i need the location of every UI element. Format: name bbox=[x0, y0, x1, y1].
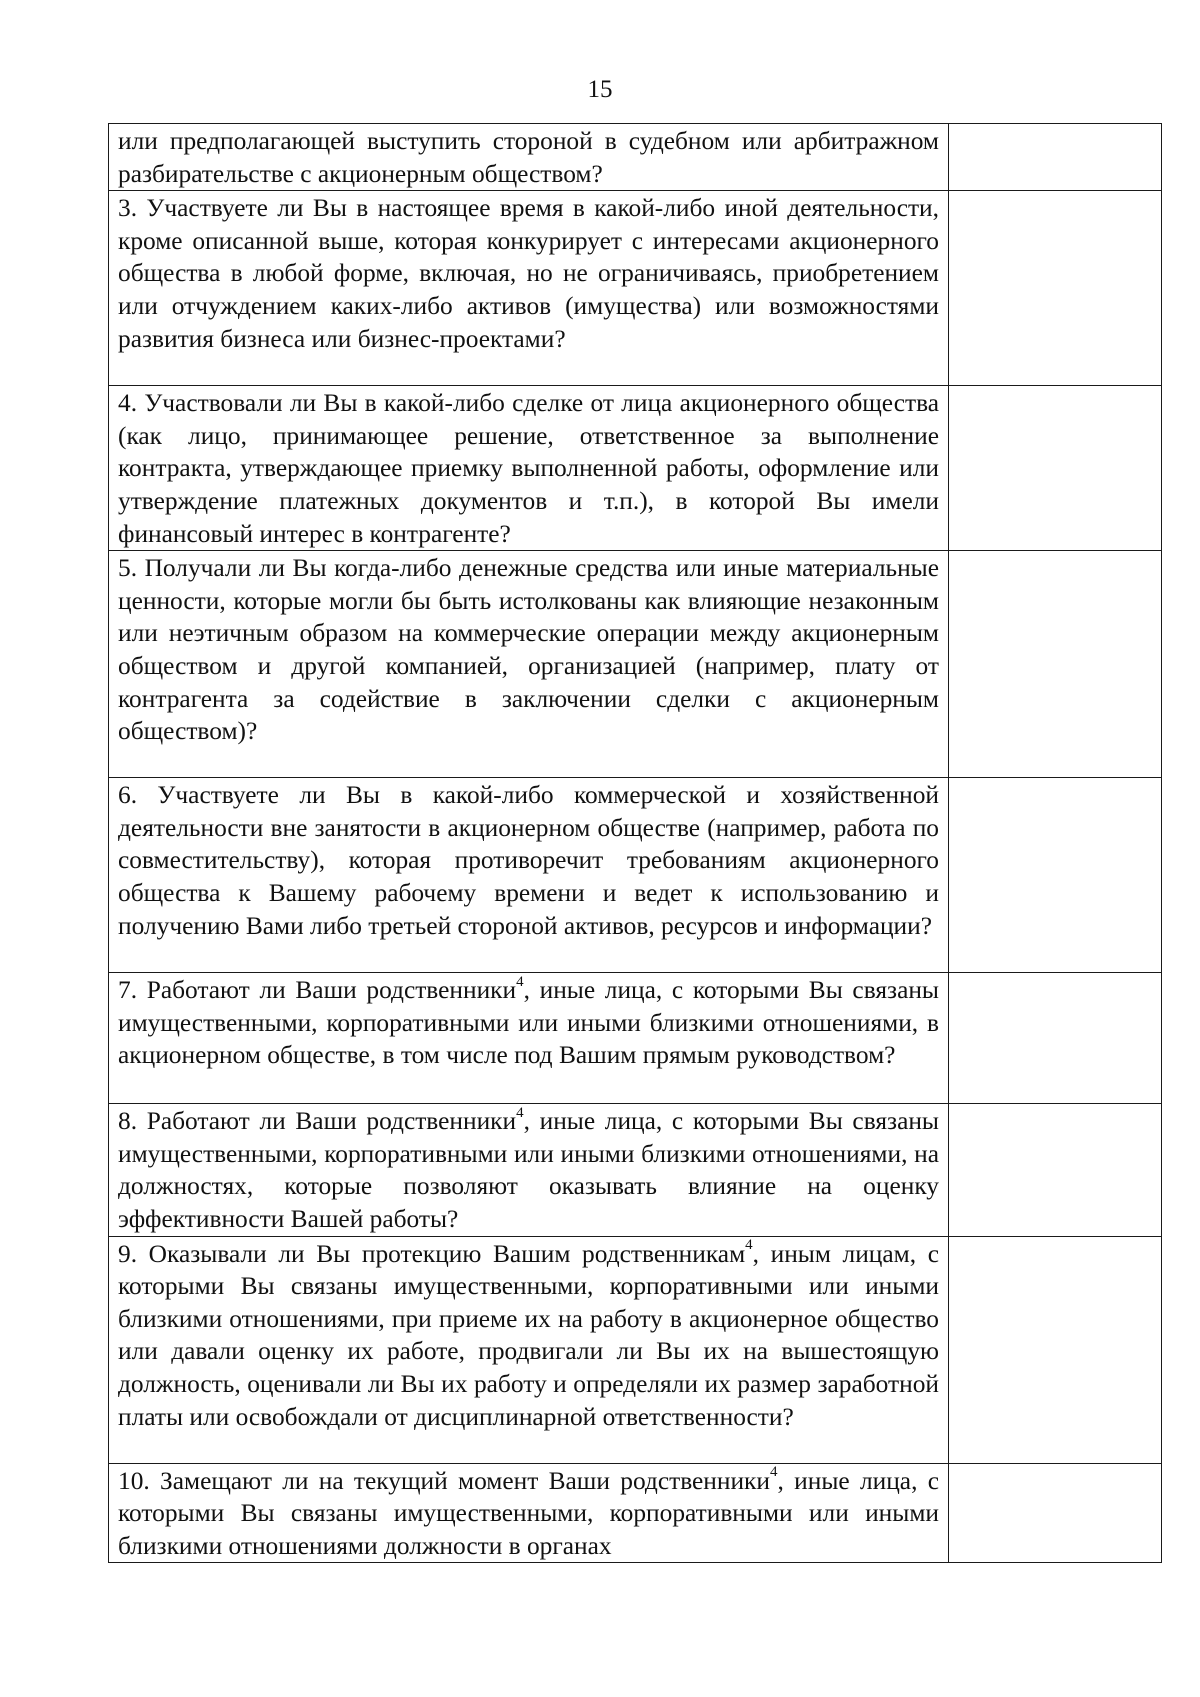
table-row bbox=[109, 1236, 1162, 1463]
question-text bbox=[118, 974, 939, 1072]
question-text: 6. Участвуете ли Вы в какой-либо коммерческой и хозяйственной деятельности вне занятости в акционерном обществе (например, работа по совместительству), которая противоречит требованиям акционерного общества к Вашему рабочему времени и ведет к использованию и получению Вами либо третьей стороной активов, ресурсов и информации? bbox=[118, 781, 939, 940]
question-text: 5. Получали ли Вы когда-либо денежные средства или иные материальные ценности, которые могли бы быть истолкованы как влияющие незаконным или неэтичным образом на коммерческие операции между акционерным обществом и другой компанией, организацией (например, плату от контрагента за содействие в заключении сделки с акционерным обществом)? bbox=[118, 554, 939, 746]
page-number: 15 bbox=[587, 76, 613, 103]
questionnaire-table bbox=[108, 123, 1162, 1563]
question-text-start: 7. Работают ли Ваши родственники bbox=[118, 976, 517, 1005]
answer-cell[interactable] bbox=[949, 778, 1162, 973]
question-text-start: 9. Оказывали ли Вы протекцию Вашим родственникам bbox=[118, 1239, 746, 1268]
table-row bbox=[109, 973, 1162, 1104]
footnote-marker: 4 bbox=[770, 1464, 778, 1481]
table-row bbox=[109, 386, 1162, 551]
question-cell bbox=[109, 973, 949, 1104]
question-text-end: , иным лицам, с которыми Вы связаны имущественными, корпоративными или иными близкими отношениями, при приеме их на работу в акционерное общество или давали оценку их работе, продвигали ли Вы их на вышестоящую должность, оценивали ли Вы их работу и определяли их размер заработной платы или освобождали от дисциплинарной ответственности? bbox=[118, 1239, 939, 1431]
question-text bbox=[118, 1105, 939, 1235]
answer-cell[interactable] bbox=[949, 973, 1162, 1104]
table-row bbox=[109, 1463, 1162, 1563]
answer-cell[interactable] bbox=[949, 1104, 1162, 1236]
question-text-end: , иные лица, с которыми Вы связаны имущественными, корпоративными или иными близкими отношениями, на должностях, которые позволяют оказывать влияние на оценку эффективности Вашей работы? bbox=[118, 1107, 939, 1233]
table-row bbox=[109, 191, 1162, 386]
answer-cell[interactable] bbox=[949, 191, 1162, 386]
question-text bbox=[118, 1465, 939, 1563]
table-row bbox=[109, 551, 1162, 778]
question-cell bbox=[109, 386, 949, 551]
question-cell bbox=[109, 124, 949, 191]
question-text: или предполагающей выступить стороной в судебном или арбитражном разбирательстве с акционерным обществом? bbox=[118, 127, 939, 188]
answer-cell[interactable] bbox=[949, 551, 1162, 778]
question-text-start: 10. Замещают ли на текущий момент Ваши родственники bbox=[118, 1466, 770, 1495]
table-row bbox=[109, 1104, 1162, 1236]
footnote-marker: 4 bbox=[516, 973, 524, 990]
question-text-start: 8. Работают ли Ваши родственники bbox=[118, 1107, 517, 1136]
table-row bbox=[109, 124, 1162, 191]
footnote-marker: 4 bbox=[516, 1104, 524, 1121]
answer-cell[interactable] bbox=[949, 386, 1162, 551]
question-cell bbox=[109, 1463, 949, 1563]
question-text: 4. Участвовали ли Вы в какой-либо сделке от лица акционерного общества (как лицо, принимающее решение, ответственное за выполнение контракта, утверждающее приемку выполненной работы, оформление или утверждение платежных документов и т.п.), в которой Вы имели финансовый интерес в контрагенте? bbox=[118, 389, 939, 548]
question-text bbox=[118, 1238, 939, 1434]
question-cell bbox=[109, 1236, 949, 1463]
question-cell bbox=[109, 778, 949, 973]
table-row bbox=[109, 778, 1162, 973]
answer-cell[interactable] bbox=[949, 1463, 1162, 1563]
question-text: 3. Участвуете ли Вы в настоящее время в какой-либо иной деятельности, кроме описанной выше, которая конкурирует с интересами акционерного общества в любой форме, включая, но не ограничиваясь, приобретением или отчуждением каких-либо активов (имущества) или возможностями развития бизнеса или бизнес-проектами? bbox=[118, 194, 939, 353]
question-text-end: , иные лица, с которыми Вы связаны имущественными, корпоративными или иными близкими отношениями, в акционерном обществе, в том числе под Вашим прямым руководством? bbox=[118, 976, 939, 1070]
footnote-marker: 4 bbox=[745, 1237, 753, 1254]
question-text-end: , иные лица, с которыми Вы связаны имущественными, корпоративными или иными близкими отношениями должности в органах bbox=[118, 1466, 939, 1560]
question-cell bbox=[109, 1104, 949, 1236]
question-cell bbox=[109, 551, 949, 778]
answer-cell[interactable] bbox=[949, 1236, 1162, 1463]
question-cell bbox=[109, 191, 949, 386]
answer-cell[interactable] bbox=[949, 124, 1162, 191]
